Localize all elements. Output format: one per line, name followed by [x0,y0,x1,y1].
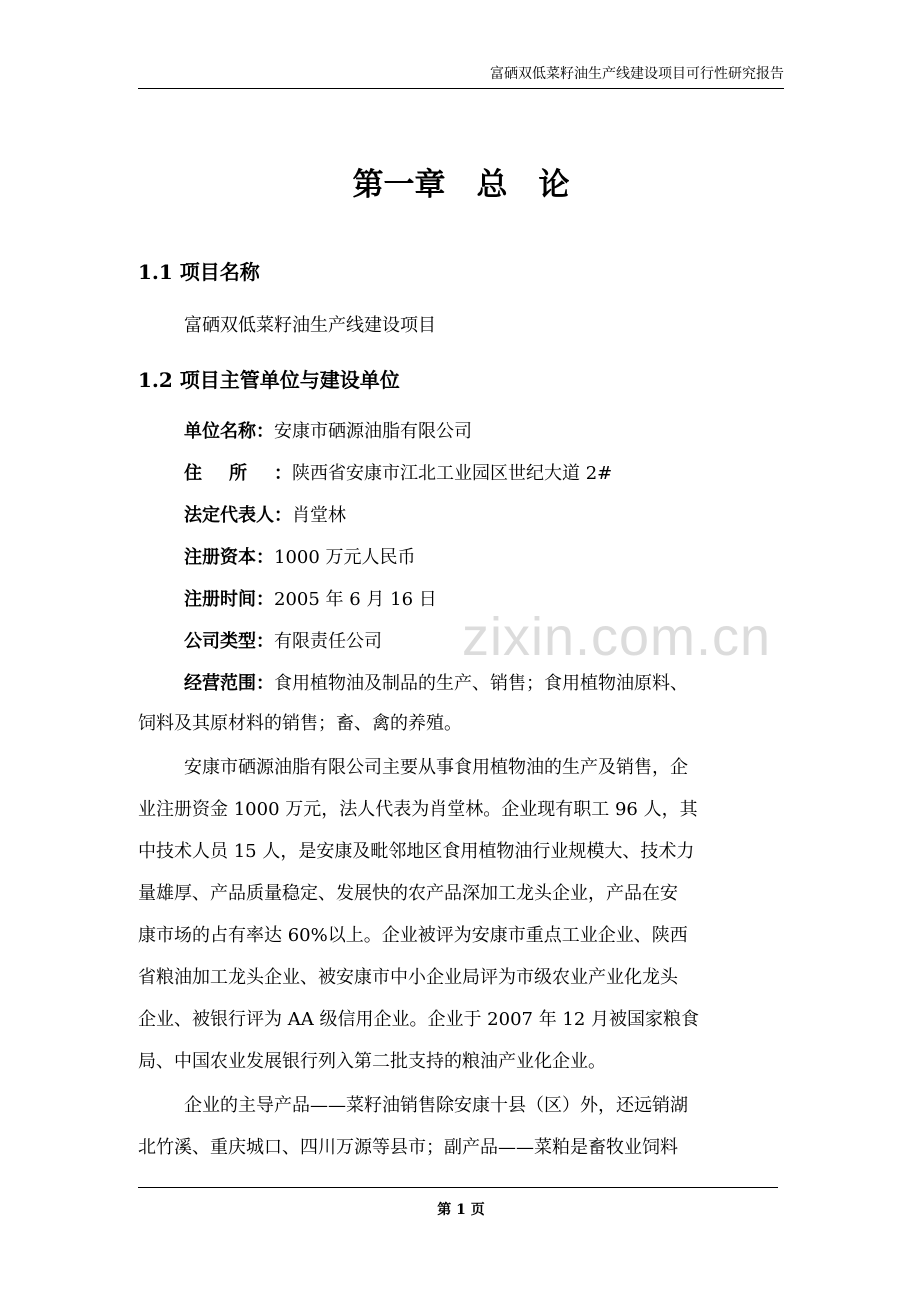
paragraph-line: 中技术人员 15 人，是安康及毗邻地区食用植物油行业规模大、技术力 [138,841,695,862]
watermark: zixin.com.cn [462,607,772,667]
paragraph-line: 业注册资金 1000 万元，法人代表为肖堂林。企业现有职工 96 人，其 [138,799,698,820]
paragraph-line: 康市场的占有率达 60%以上。企业被评为安康市重点工业企业、陕西 [138,925,688,946]
page-number: 第 1 页 [437,1202,485,1218]
paragraph-line: 安康市硒源油脂有限公司主要从事食用植物油的生产及销售，企 [184,757,688,778]
field-label: 经营范围： [184,673,274,694]
field-value: 有限责任公司 [274,631,382,652]
business-scope-continued: 饲料及其原材料的销售；畜、禽的养殖。 [138,713,462,734]
paragraph-line: 北竹溪、重庆城口、四川万源等县市；副产品——菜粕是畜牧业饲料 [138,1137,678,1158]
field-label: 单位名称： [184,421,274,442]
field-label: 注册时间： [184,589,274,610]
paragraph-line: 量雄厚、产品质量稳定、发展快的农产品深加工龙头企业，产品在安 [138,883,678,904]
project-name: 富硒双低菜籽油生产线建设项目 [184,315,436,336]
header-divider [138,88,784,89]
section-heading-1-2: 1.2 项目主管单位与建设单位 [138,368,400,392]
paragraph-line: 企业的主导产品——菜籽油销售除安康十县（区）外，还远销湖 [184,1095,688,1116]
field-business-scope [184,670,784,698]
field-label: 公司类型： [184,631,274,652]
field-label: 法定代表人： [184,505,292,526]
field-reg-capital [184,544,784,572]
field-label: 住所： [184,463,292,484]
section-heading-1-1: 1.1 项目名称 [138,260,260,284]
footer-divider [138,1187,778,1188]
chapter-title: 第一章 总 论 [352,167,570,203]
paragraph-line: 局、中国农业发展银行列入第二批支持的粮油产业化企业。 [138,1051,606,1072]
field-value: 食用植物油及制品的生产、销售；食用植物油原料、 [274,673,688,694]
paragraph-line: 省粮油加工龙头企业、被安康市中小企业局评为市级农业产业化龙头 [138,967,678,988]
field-address [184,460,784,488]
field-unit-name [184,418,784,446]
paragraph-line: 企业、被银行评为 AA 级信用企业。企业于 2007 年 12 月被国家粮食 [138,1009,700,1030]
field-value: 肖堂林 [292,505,346,526]
field-label: 注册资本： [184,547,274,568]
field-legal-rep [184,502,784,530]
field-value: 安康市硒源油脂有限公司 [274,421,472,442]
field-value: 2005 年 6 月 16 日 [274,589,437,610]
field-value: 1000 万元人民币 [274,547,416,568]
running-header: 富硒双低菜籽油生产线建设项目可行性研究报告 [490,66,784,82]
field-value: 陕西省安康市江北工业园区世纪大道 2# [292,463,613,484]
